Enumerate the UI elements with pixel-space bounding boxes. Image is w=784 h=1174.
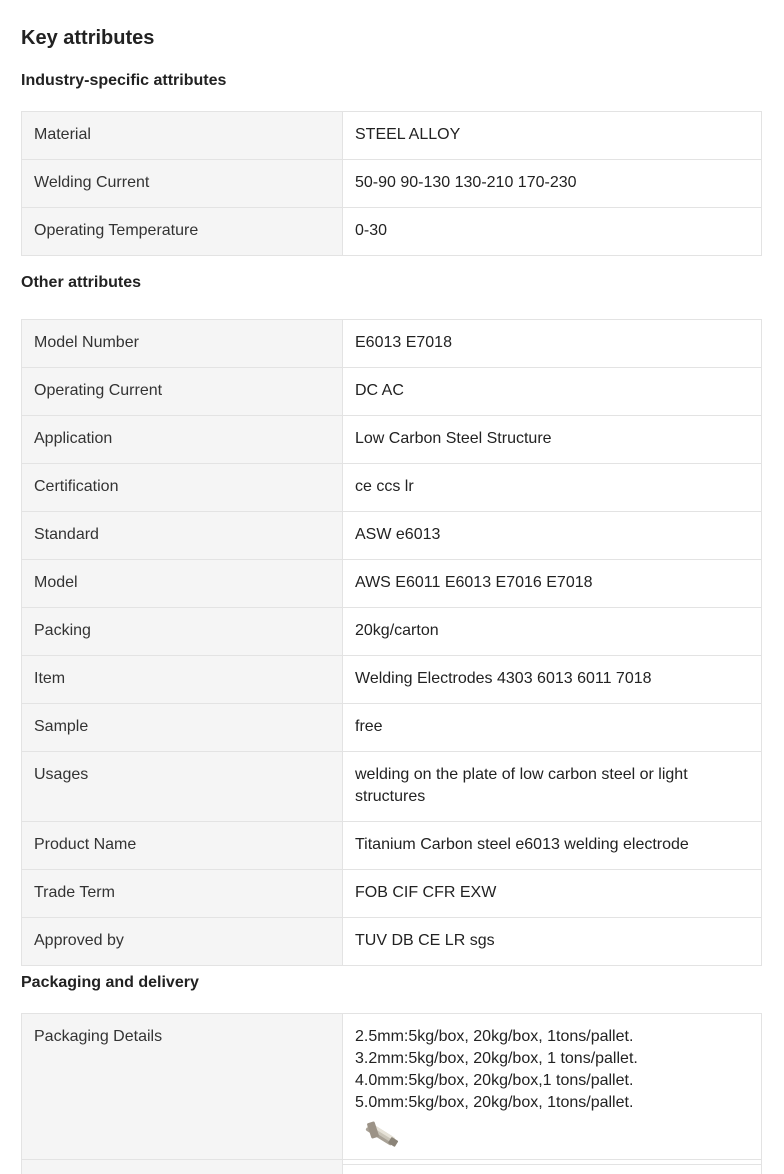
packaging-delivery-heading: Packaging and delivery [21, 974, 199, 991]
attribute-value: 0-30 [343, 208, 762, 256]
table-row [22, 1014, 762, 1165]
table-row [22, 918, 762, 966]
attribute-label: Usages [22, 752, 343, 822]
packaging-line: 5.0mm:5kg/box, 20kg/box, 1tons/pallet. [355, 1094, 634, 1111]
table-row [22, 208, 762, 256]
attribute-label: Standard [22, 512, 343, 560]
table-row [22, 368, 762, 416]
table-row [22, 112, 762, 160]
table-row [22, 512, 762, 560]
attribute-value: Welding Electrodes 4303 6013 6011 7018 [343, 656, 762, 704]
electrode-product-thumbnail-icon[interactable] [361, 1118, 401, 1152]
other-attributes-heading: Other attributes [21, 274, 142, 291]
attribute-value: 20kg/carton [343, 608, 762, 656]
packaging-line: 4.0mm:5kg/box, 20kg/box,1 tons/pallet. [355, 1072, 634, 1089]
attribute-value: DC AC [343, 368, 762, 416]
attribute-value: TUV DB CE LR sgs [343, 918, 762, 966]
attribute-label: Welding Current [22, 160, 343, 208]
industry-attributes-table [21, 111, 762, 256]
packaging-line: 2.5mm:5kg/box, 20kg/box, 1tons/pallet. [355, 1028, 634, 1045]
table-row [21, 1159, 762, 1174]
attribute-label: Sample [22, 704, 343, 752]
attribute-label: Item [22, 656, 343, 704]
attribute-value: ASW e6013 [343, 512, 762, 560]
attribute-value: E6013 E7018 [343, 320, 762, 368]
table-row [22, 320, 762, 368]
table-row [22, 870, 762, 918]
attribute-value: free [343, 704, 762, 752]
attribute-value: AWS E6011 E6013 E7016 E7018 [343, 560, 762, 608]
attribute-label: Application [22, 416, 343, 464]
table-row [22, 704, 762, 752]
attribute-value [343, 1014, 762, 1165]
attribute-label: Packing [22, 608, 343, 656]
packaging-line: 3.2mm:5kg/box, 20kg/box, 1 tons/pallet. [355, 1050, 638, 1067]
table-row [22, 416, 762, 464]
other-attributes-table [21, 319, 762, 966]
attribute-label: Operating Temperature [22, 208, 343, 256]
attribute-label: Packaging Details [22, 1014, 343, 1165]
table-row [22, 822, 762, 870]
next-table-row-partial [0, 1159, 784, 1174]
attribute-label: Model [22, 560, 343, 608]
packaging-table [21, 1013, 762, 1165]
page-title: Key attributes [21, 27, 155, 49]
attribute-value: STEEL ALLOY [343, 112, 762, 160]
table-row [22, 752, 762, 822]
attribute-value: Titanium Carbon steel e6013 welding electrode [343, 822, 762, 870]
table-row [22, 464, 762, 512]
table-row [22, 160, 762, 208]
attribute-value: Low Carbon Steel Structure [343, 416, 762, 464]
attribute-value: 50-90 90-130 130-210 170-230 [343, 160, 762, 208]
table-row [22, 608, 762, 656]
attribute-label-cell [22, 1160, 343, 1174]
attribute-label: Operating Current [22, 368, 343, 416]
attribute-label: Model Number [22, 320, 343, 368]
attribute-label: Approved by [22, 918, 343, 966]
table-row [22, 560, 762, 608]
attribute-value: FOB CIF CFR EXW [343, 870, 762, 918]
attribute-label: Certification [22, 464, 343, 512]
attribute-label: Trade Term [22, 870, 343, 918]
attribute-label: Product Name [22, 822, 343, 870]
attribute-label: Material [22, 112, 343, 160]
packaging-details-lines [355, 1026, 749, 1114]
attribute-value: ce ccs lr [343, 464, 762, 512]
table-row [22, 656, 762, 704]
attribute-value: welding on the plate of low carbon steel or light structures [343, 752, 762, 822]
industry-attributes-heading: Industry-specific attributes [21, 72, 227, 89]
